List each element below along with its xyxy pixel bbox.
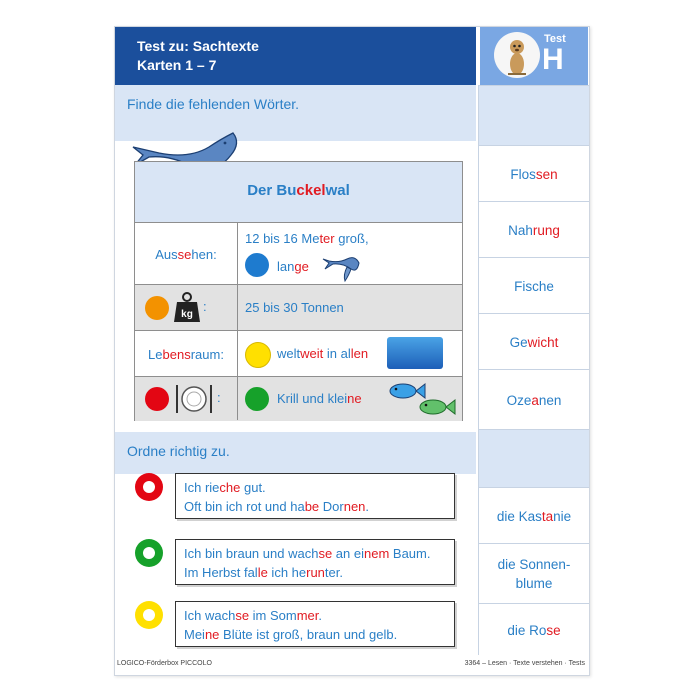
table-title: Der Buckelwal xyxy=(247,182,350,199)
weight-kg-icon xyxy=(173,291,201,323)
blue-dot xyxy=(245,253,269,277)
answer-spacer-1 xyxy=(479,85,589,146)
whale-fact-table xyxy=(134,161,463,421)
riddle-3-line-1: Ich wachse im Sommer. xyxy=(184,608,323,623)
test-badge xyxy=(480,27,588,85)
section-2-header xyxy=(115,432,476,474)
riddle-1-line-1: Ich rieche gut. xyxy=(184,480,266,495)
fish-icon xyxy=(383,379,459,419)
answer-nahrung: Nah rung xyxy=(479,201,589,258)
test-card xyxy=(114,26,590,676)
svg-text:kg: kg xyxy=(181,309,193,320)
food-colon: : xyxy=(217,390,221,405)
ocean-water-icon xyxy=(387,337,443,369)
table-row-appearance xyxy=(135,222,462,285)
riddle-3-line-2: Meine Blüte ist groß, braun und gelb. xyxy=(184,627,398,642)
table-row-habitat xyxy=(135,330,462,377)
food-value: Krill und kleine xyxy=(277,391,362,406)
riddle-1-line-2: Oft bin ich rot und habe Dornen. xyxy=(184,499,370,514)
header-subtitle: Karten 1 – 7 xyxy=(137,57,217,73)
riddle-2-line-2: Im Herbst falle ich herunter. xyxy=(184,565,343,580)
appearance-length: lange xyxy=(277,259,309,274)
section-2-title: Ordne richtig zu. xyxy=(127,443,230,459)
section-1-title: Finde die fehlenden Wörter. xyxy=(127,96,300,112)
answer-ozeanen: Oze a nen xyxy=(479,369,589,430)
table-title-row xyxy=(135,162,462,222)
table-row-food xyxy=(135,376,462,421)
answer-rose: die Ro se xyxy=(479,603,589,656)
small-whale-icon xyxy=(321,249,361,283)
label-appearance: Aus se hen: xyxy=(155,246,217,262)
appearance-size: 12 bis 16 Meter groß, xyxy=(245,231,369,246)
habitat-value: weltweit in allen xyxy=(277,346,369,361)
riddle-box-2 xyxy=(175,539,455,585)
weight-colon: : xyxy=(203,299,207,314)
riddle-box-1 xyxy=(175,473,455,519)
header-title: Test zu: Sachtexte xyxy=(137,38,259,54)
label-habitat: Le bens raum: xyxy=(148,346,224,362)
orange-dot xyxy=(145,296,169,320)
riddle-box-3 xyxy=(175,601,455,647)
yellow-ring-marker xyxy=(135,601,163,629)
answer-spacer-2 xyxy=(479,429,589,488)
riddle-2-line-1: Ich bin braun und wachse an einem Baum. xyxy=(184,546,431,561)
table-divider xyxy=(237,222,238,420)
meerkat-icon xyxy=(494,32,540,78)
footer-right: 3364 – Lesen · Texte verstehen · Tests xyxy=(464,660,585,667)
test-letter: H xyxy=(542,43,564,76)
answer-gewicht: Ge wicht xyxy=(479,313,589,370)
red-dot xyxy=(145,387,169,411)
yellow-dot xyxy=(245,342,271,368)
answer-column xyxy=(478,85,589,655)
answer-fische: Fische xyxy=(479,257,589,314)
card-header xyxy=(115,27,476,85)
answer-flossen: Flos sen xyxy=(479,145,589,202)
red-ring-marker xyxy=(135,473,163,501)
footer-left: LOGICO-Förderbox PICCOLO xyxy=(117,660,212,667)
green-ring-marker xyxy=(135,539,163,567)
plate-cutlery-icon xyxy=(173,383,215,415)
weight-value: 25 bis 30 Tonnen xyxy=(245,300,344,315)
test-label: Test xyxy=(544,33,566,45)
answer-sonnenblume: die Sonnen- blume xyxy=(479,543,589,604)
answer-kastanie: die Kas ta nie xyxy=(479,487,589,544)
green-dot xyxy=(245,387,269,411)
table-row-weight xyxy=(135,284,462,331)
